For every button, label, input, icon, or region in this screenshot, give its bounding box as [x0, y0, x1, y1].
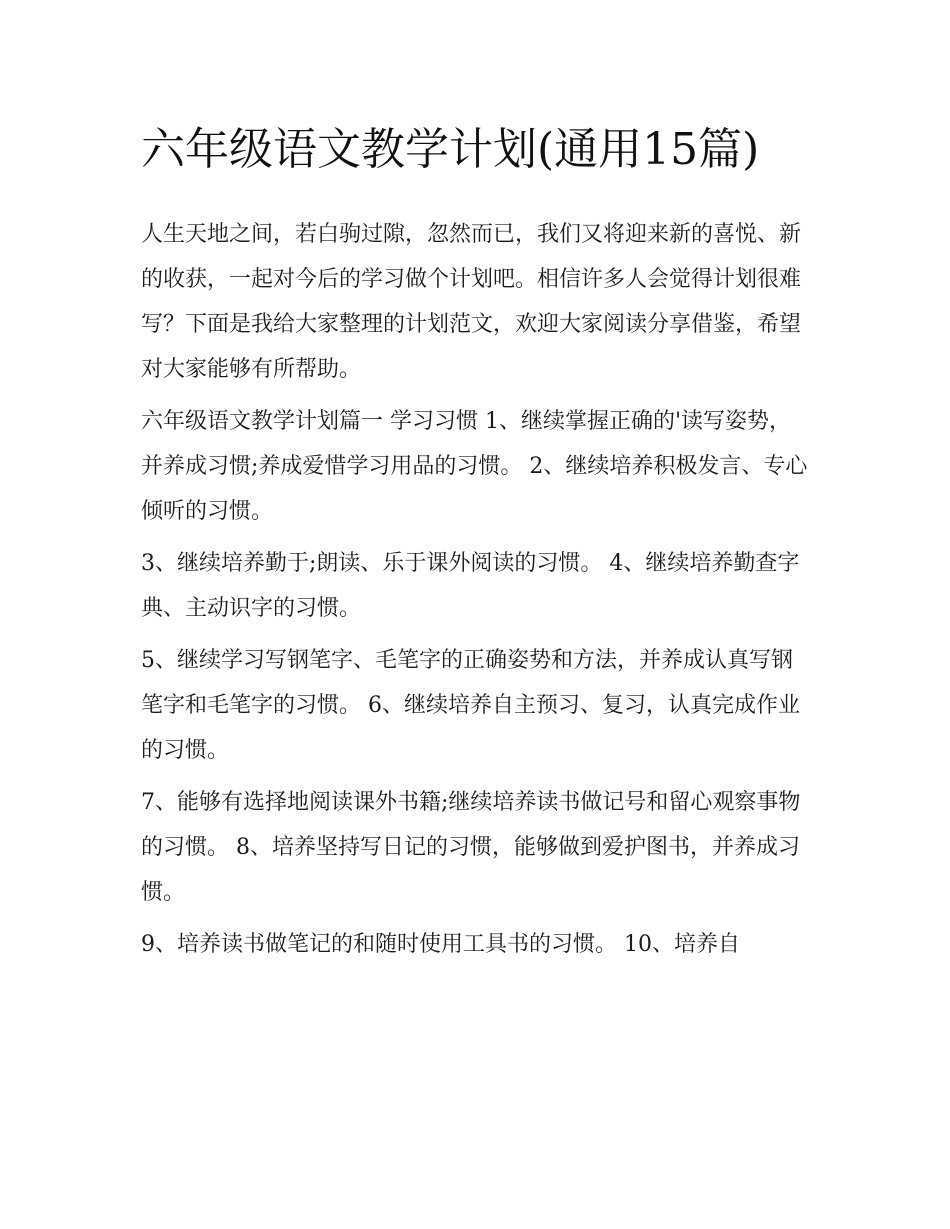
intro-paragraph: 人生天地之间，若白驹过隙，忽然而已，我们又将迎来新的喜悦、新的收获，一起对今后的学习做个计划吧。相信许多人会觉得计划很难写？下面是我给大家整理的计划范文，欢迎大家阅读分享借鉴，希望对大家能够有所帮助。 — [141, 222, 802, 382]
body-paragraph-3: 5、继续学习写钢笔字、毛笔字的正确姿势和方法，并养成认真写钢笔字和毛笔字的习惯。 6、继续培养自主预习、复习，认真完成作业的习惯。 — [141, 648, 800, 763]
body-paragraph-5: 9、培养读书做笔记的和随时使用工具书的习惯。 10、培养自 — [141, 932, 740, 957]
document-title: 六年级语文教学计划(通用15篇) — [141, 124, 760, 175]
body-paragraph-2: 3、继续培养勤于;朗读、乐于课外阅读的习惯。 4、继续培养勤查字典、主动识字的习惯。 — [141, 551, 800, 621]
body-paragraph-1: 六年级语文教学计划篇一 学习习惯 1、继续掌握正确的'读写姿势，并养成习惯;养成爱惜学习用品的习惯。 2、继续培养积极发言、专心倾听的习惯。 — [141, 409, 808, 524]
document-content — [141, 112, 813, 974]
body-paragraph-4: 7、能够有选择地阅读课外书籍;继续培养读书做记号和留心观察事物的习惯。 8、培养坚持写日记的习惯，能够做到爱护图书，并养成习惯。 — [141, 790, 801, 905]
